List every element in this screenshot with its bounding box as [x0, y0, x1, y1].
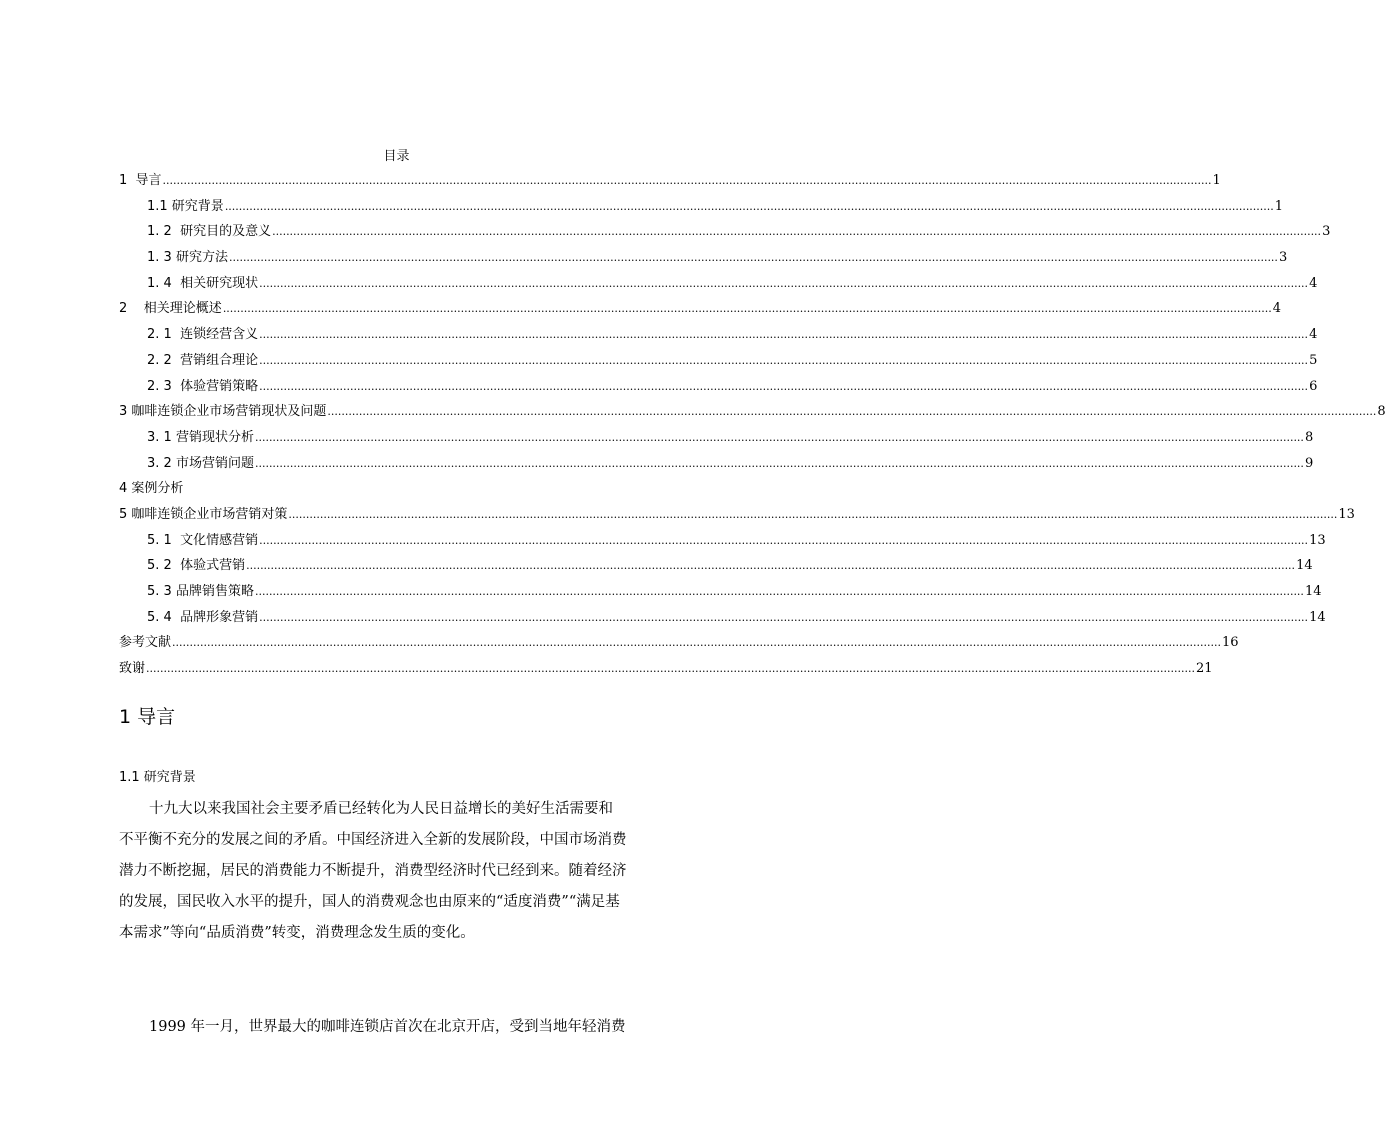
toc-leader-dots: ............................................................................................................................................................................................................................................................................................................: [146, 662, 1195, 676]
toc-entry[interactable]: [119, 657, 1213, 683]
toc-title: 目录: [383, 149, 410, 164]
toc-entry-label: 1. 3 研究方法: [147, 250, 228, 266]
toc-entry-label: 3. 1 营销现状分析: [147, 429, 254, 445]
toc-entry-label: 参考文献: [119, 635, 172, 651]
toc-entry-page: 4: [1309, 275, 1318, 291]
paragraph-line: 的发展，国民收入水平的提升，国人的消费观念也由原来的“适度消费”“满足基: [119, 894, 620, 910]
toc-entry-label: 3. 2 市场营销问题: [147, 455, 254, 471]
toc-entry[interactable]: [119, 580, 1322, 606]
toc-leader-dots: ............................................................................................................................................................................................................................................................................................................: [259, 533, 1309, 547]
toc-entry-label: 2. 2 营销组合理论: [147, 352, 259, 368]
toc-leader-dots: ............................................................................................................................................................................................................................................................................................................: [162, 174, 1212, 187]
toc-entry-page: 1: [1212, 173, 1221, 188]
toc-entry-page: 13: [1309, 532, 1326, 548]
toc-leader-dots: ............................................................................................................................................................................................................................................................................................................: [246, 559, 1296, 573]
toc-entry[interactable]: [119, 169, 1221, 195]
toc-leader-dots: ............................................................................................................................................................................................................................................................................................................: [272, 225, 1322, 239]
toc-entry-page: 14: [1309, 609, 1326, 625]
toc-entry-label: 1.1 研究背景: [147, 198, 224, 214]
toc-entry[interactable]: [119, 529, 1326, 555]
toc-entry[interactable]: [119, 375, 1318, 401]
toc-entry-page: 8: [1377, 404, 1386, 420]
toc-entry-label: 致谢: [119, 661, 146, 677]
paragraph-line: 1999 年一月，世界最大的咖啡连锁店首次在北京开店，受到当地年轻消费: [149, 1019, 626, 1035]
toc-entry[interactable]: [119, 195, 1284, 221]
toc-entry-label: 5. 1 文化情感营销: [147, 532, 259, 548]
toc-entry[interactable]: [119, 323, 1318, 349]
toc-entry[interactable]: [119, 606, 1326, 632]
toc-entry-label: 5. 3 品牌销售策略: [147, 584, 254, 599]
toc-leader-dots: ............................................................................................................................................................................................................................................................................................................: [259, 328, 1309, 342]
toc-entry-page: 6: [1309, 378, 1318, 394]
toc-leader-dots: ............................................................................................................................................................................................................................................................................................................: [222, 302, 1272, 316]
toc-entry[interactable]: [119, 220, 1331, 246]
toc-entry[interactable]: [119, 452, 1314, 478]
toc-leader-dots: ............................................................................................................................................................................................................................................................................................................: [259, 610, 1309, 624]
toc-entry[interactable]: [119, 349, 1318, 375]
toc-entry[interactable]: [119, 400, 1386, 426]
toc-entry-page: 4: [1272, 301, 1282, 317]
toc-leader-dots: ............................................................................................................................................................................................................................................................................................................: [224, 199, 1274, 213]
toc-entry-page: 21: [1196, 661, 1213, 677]
toc-entry-page: 14: [1296, 558, 1313, 574]
body-paragraph-2: [119, 1012, 674, 1043]
toc-entry-page: 14: [1304, 584, 1322, 599]
toc-leader-dots: ............................................................................................................................................................................................................................................................................................................: [288, 507, 1338, 521]
toc-entry-label: 5. 2 体验式营销: [147, 558, 246, 574]
toc-leader-dots: ............................................................................................................................................................................................................................................................................................................: [327, 405, 1377, 419]
toc-entry-page: 8: [1304, 429, 1314, 445]
toc-entry-page: 4: [1309, 327, 1318, 343]
toc-entry-page: 1: [1274, 198, 1284, 214]
toc-entry-page: 3: [1278, 250, 1288, 266]
toc-leader-dots: ............................................................................................................................................................................................................................................................................................................: [259, 353, 1309, 367]
toc-leader-dots: ............................................................................................................................................................................................................................................................................................................: [228, 251, 1278, 265]
toc-entry-label: 4 案例分析: [119, 481, 184, 497]
toc-leader-dots: ............................................................................................................................................................................................................................................................................................................: [254, 430, 1304, 444]
toc-leader-dots: ............................................................................................................................................................................................................................................................................................................: [172, 636, 1221, 650]
toc-entry[interactable]: [119, 297, 1282, 323]
toc-entry[interactable]: [119, 631, 1239, 657]
section-heading: 1 导言: [119, 706, 176, 728]
toc-leader-dots: ............................................................................................................................................................................................................................................................................................................: [254, 585, 1304, 598]
subsection-heading: 1.1 研究背景: [119, 770, 196, 785]
toc-entry-page: 16: [1222, 635, 1239, 651]
toc-entry-label: 1 导言: [119, 173, 162, 188]
paragraph-line: 潜力不断挖掘，居民的消费能力不断提升，消费型经济时代已经到来。随着经济: [119, 863, 627, 879]
toc-entry-label: 2. 3 体验营销策略: [147, 378, 259, 394]
toc-entry-label: 2 相关理论概述: [119, 301, 222, 317]
toc-leader-dots: ............................................................................................................................................................................................................................................................................................................: [259, 276, 1309, 290]
toc-entry[interactable]: [119, 477, 674, 503]
paragraph-line: 本需求”等向“品质消费”转变，消费理念发生质的变化。: [119, 925, 475, 941]
toc-entry[interactable]: [119, 426, 1314, 452]
toc-entry[interactable]: [119, 503, 1355, 529]
toc-entry-page: 5: [1309, 352, 1318, 368]
toc-entry-label: 1. 4 相关研究现状: [147, 275, 259, 291]
toc-entry-page: 9: [1304, 455, 1314, 471]
paragraph-line: 十九大以来我国社会主要矛盾已经转化为人民日益增长的美好生活需要和: [149, 801, 613, 817]
toc-entry-label: 1. 2 研究目的及意义: [147, 224, 272, 240]
body-paragraph-1: [119, 794, 674, 949]
toc-entry-label: 5 咖啡连锁企业市场营销对策: [119, 506, 288, 522]
toc-entry-page: 3: [1322, 224, 1331, 240]
toc-leader-dots: ............................................................................................................................................................................................................................................................................................................: [259, 379, 1309, 393]
toc-leader-dots: ............................................................................................................................................................................................................................................................................................................: [254, 456, 1304, 470]
toc-entry-label: 3 咖啡连锁企业市场营销现状及问题: [119, 404, 327, 420]
toc-entry-page: 13: [1338, 506, 1355, 522]
toc-entry[interactable]: [119, 554, 1313, 580]
toc-entry-label: 2. 1 连锁经营含义: [147, 327, 259, 343]
table-of-contents: [119, 169, 1386, 683]
toc-entry[interactable]: [119, 246, 1288, 272]
toc-entry[interactable]: [119, 272, 1318, 298]
paragraph-line: 不平衡不充分的发展之间的矛盾。中国经济进入全新的发展阶段，中国市场消费: [119, 832, 627, 848]
toc-entry-label: 5. 4 品牌形象营销: [147, 609, 259, 625]
